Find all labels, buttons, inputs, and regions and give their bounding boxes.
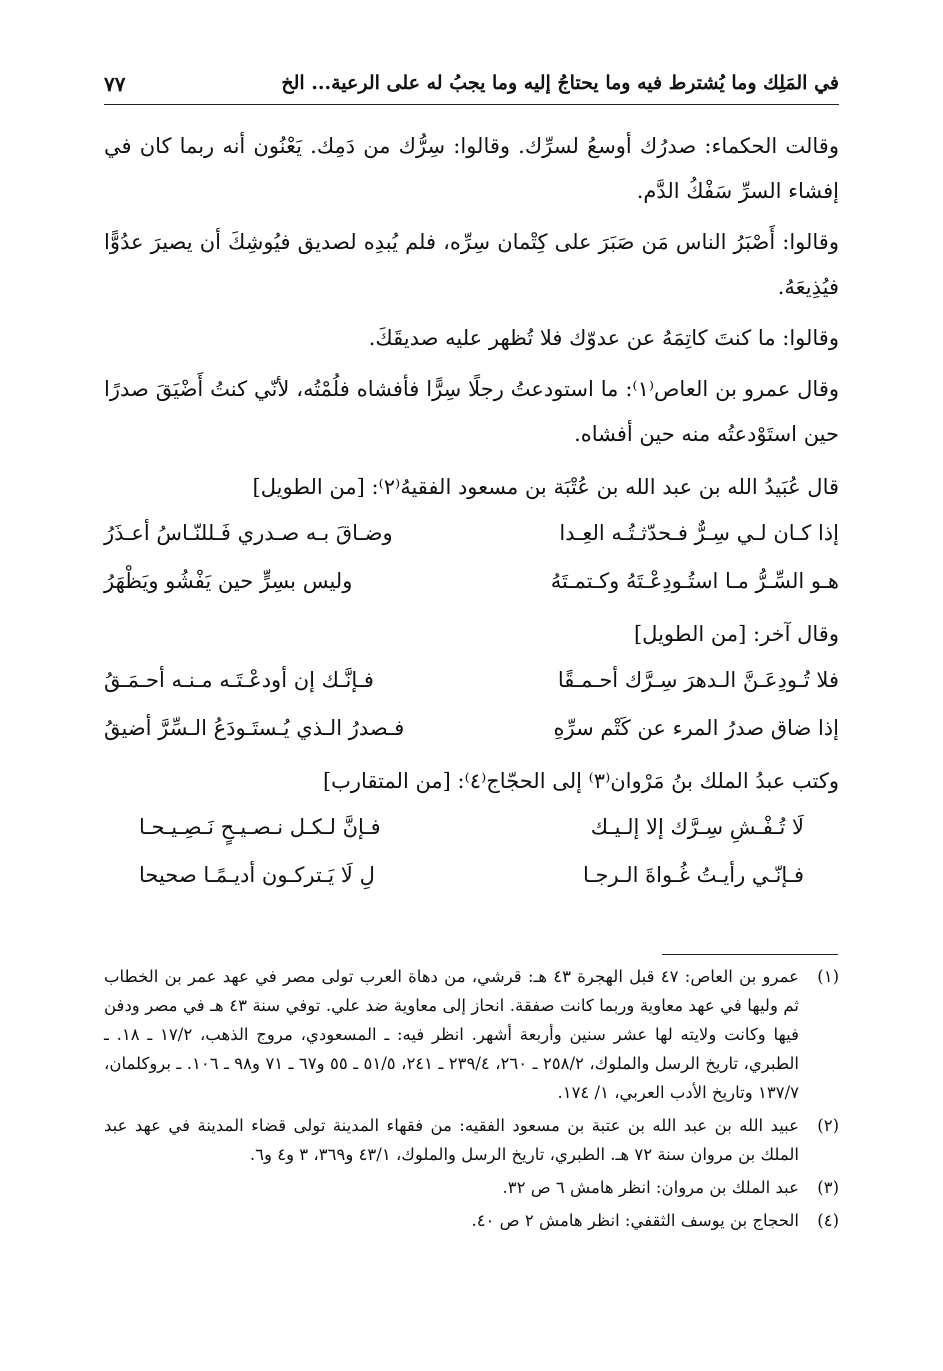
footnote-number: (٢)	[817, 1116, 839, 1135]
verse-second-hemistich: فـصدرُ الـذي يُـستَـودَعُ الـسِّرَّ أضيقُ	[104, 716, 405, 740]
running-header	[104, 70, 839, 105]
poem-intro: وكتب عبدُ الملك بنُ مَرْوان⁽٣⁾ إلى الحجّاج⁽٤⁾: [من المتقارب]	[322, 769, 839, 793]
verse-second-hemistich: وليس بسِرٍّ حين يَفْشُو ويَظْهَرُ	[104, 569, 353, 593]
verse-first-hemistich: هـو السِّـرُّ مـا استُـودِعْـتَهُ وكـتمـتَهُ	[550, 569, 839, 593]
footnote	[104, 1111, 839, 1169]
verse-second-hemistich: وضـاقَ بـه صـدري فَـللنّـاسُ أعـذَرُ	[104, 521, 393, 545]
main-text	[104, 124, 839, 900]
verse-line	[104, 657, 839, 703]
running-head-title: في المَلِك وما يُشترط فيه وما يحتاجُ إليه وما يجبُ له على الرعية... الخ	[281, 72, 839, 94]
footnote	[104, 1206, 839, 1235]
page-number: ٧٧	[104, 72, 126, 96]
verse-first-hemistich: فـإنّـي رأيـتُ غُـواةَ الـرجـا	[582, 863, 804, 887]
footnote-separator	[662, 954, 838, 955]
poem-intro: قال عُبَيدُ الله بن عبد الله بن عُتْبَة بن مسعود الفقيهُ⁽٢⁾: [من الطويل]	[252, 475, 839, 499]
poem-intro: وقال آخر: [من الطويل]	[633, 622, 839, 646]
paragraph: وقال عمرو بن العاص⁽١⁾: ما استودعتُ رجلًا سِرًّا فأفشاه فلُمْتُه، لأنّي كنتُ أَضْيَقَ صدرًا حين استَوْدعتُه منه حين أفشاه.	[104, 377, 839, 446]
verse-line	[104, 804, 839, 850]
footnote-number: (١)	[817, 967, 839, 986]
footnote	[104, 962, 839, 1107]
verse-first-hemistich: فلا تُـودِعَـنَّ الـدهرَ سِـرَّك أحـمـقًا	[557, 668, 839, 692]
verse-line	[104, 852, 839, 898]
footnote-text: الحجاج بن يوسف الثقفي: انظر هامش ٢ ص ٤٠.	[471, 1211, 799, 1230]
verse-line	[104, 705, 839, 751]
verse-first-hemistich: لَا تُـفْـشِ سِـرَّك إلا إلـيـك	[590, 815, 804, 839]
verse-second-hemistich: فـإنَّ لـكـل نـصـيـحٍ نَـصِـيـحـا	[139, 815, 381, 839]
verse-line	[104, 558, 839, 604]
verse-first-hemistich: إذا ضاق صدرُ المرء عن كَتْم سرِّهِ	[553, 716, 839, 740]
paragraph: وقالت الحكماء: صدرُك أوسعُ لسرِّك. وقالوا: سِرُّك من دَمِك. يَعْنُون أنه ربما كان في إفشاء السرِّ سَفْكُ الدَّم.	[104, 134, 839, 203]
footnote	[104, 1173, 839, 1202]
verse-second-hemistich: فـإنَّـك إن أودعْـتَـه مـنـه أحـمَـقُ	[104, 668, 374, 692]
verse-second-hemistich: لِ لَا يَـتركـون أديـمًـا صحيحا	[139, 863, 375, 887]
footnote-text: عبد الملك بن مروان: انظر هامش ٦ ص ٣٢.	[502, 1178, 799, 1197]
footnote-number: (٣)	[817, 1178, 839, 1197]
paragraph: وقالوا: أَصْبَرُ الناس مَن صَبَرَ على كِتْمان سِرِّه، فلم يُبدِه لصديق فيُوشِكَ أن يصيرَ عدُوًّا فيُذِيعَهُ.	[104, 230, 839, 299]
footnote-text: عبيد الله بن عبد الله بن عتبة بن مسعود الفقيه: من فقهاء المدينة تولى قضاء المدينة في عهد عبد الملك بن مروان سنة ٧٢ هـ. الطبري، تاريخ الرسل والملوك، ٤٣/١ و٣٦٩، ٣ و٤ و٦.	[104, 1116, 799, 1164]
verse-line	[104, 510, 839, 556]
footnote-number: (٤)	[817, 1211, 839, 1230]
paragraph: وقالوا: ما كنتَ كاتِمَهُ عن عدوّك فلا تُظهر عليه صديقَكَ.	[368, 326, 839, 350]
footnotes	[104, 962, 839, 1239]
footnote-text: عمرو بن العاص: ٤٧ قبل الهجرة ٤٣ هـ: قرشي، من دهاة العرب تولى مصر في عهد عمر بن الخطاب ثم وليها في عهد معاوية وربما كانت صفقة. انحاز إلى معاوية ضد علي. توفي سنة ٤٣ هـ في مصر ودفن فيها وكانت ولايته لها عشر سنين وأربعة أشهر. انظر فيه: ـ المسعودي، مروج الذهب، ١٧/٢ ـ ١٨. ـ الطبري، تاريخ الرسل والملوك، ٢٥٨/٢ ـ ٢٦٠، ٢٣٩/٤ ـ ٢٤١، ٥١/٥ ـ ٥٥ و٦٧ ـ ٧١ و٩٨ ـ ١٠٦. ـ بروكلمان، ١٣٧/٧ وتاريخ الأدب العربي، ١/ ١٧٤.	[104, 967, 800, 1102]
verse-first-hemistich: إذا كـان لـي سِـرٌّ فـحدّثـتُـه العِـدا	[559, 521, 839, 545]
